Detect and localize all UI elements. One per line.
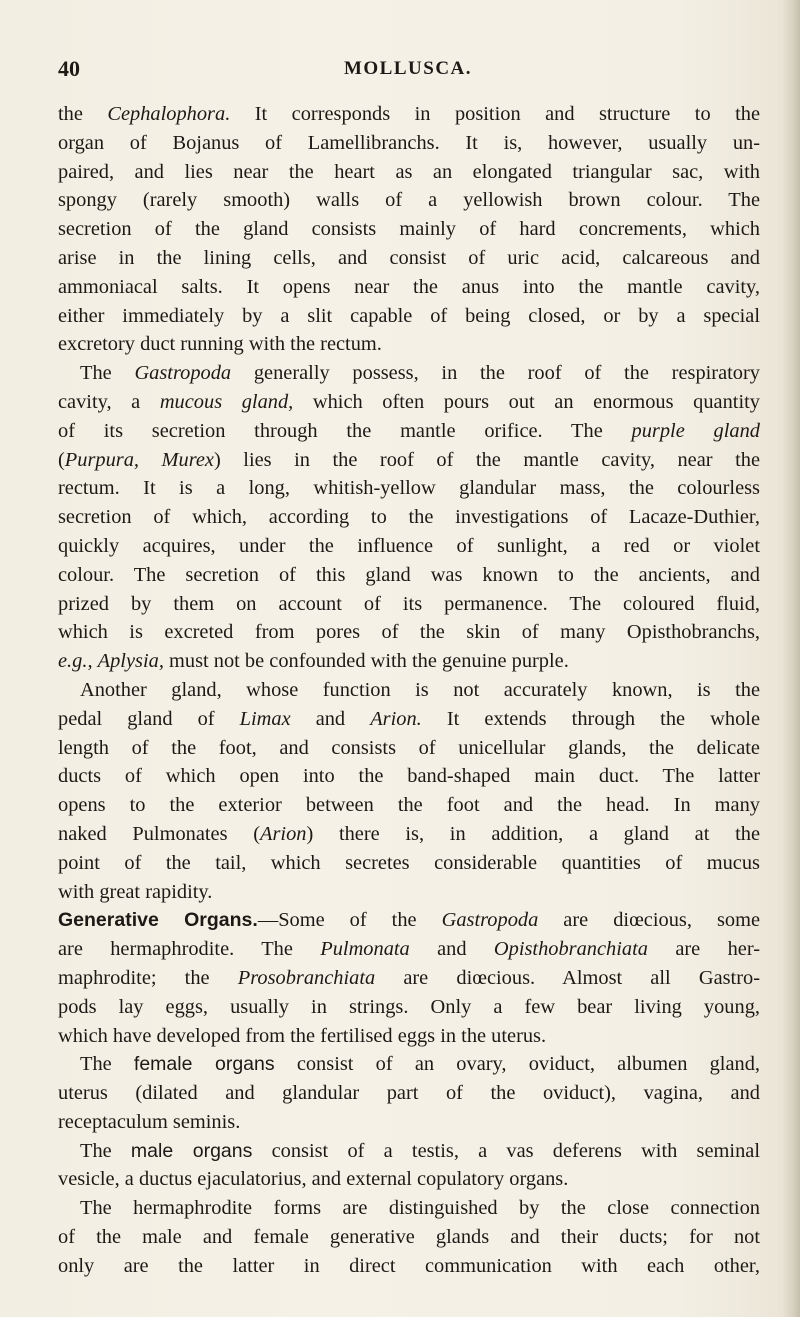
text-line <box>58 561 760 590</box>
page-number: 40 <box>58 56 80 81</box>
text-segment: and <box>290 707 371 730</box>
text-line <box>58 618 760 647</box>
italic-term: mucous gland, <box>159 390 294 413</box>
text-segment: consist of a testis, a vas deferens with seminal <box>252 1139 760 1162</box>
text-segment: of its secretion through the mantle orifice. The <box>58 419 632 442</box>
text-segment: vesicle, a ductus ejaculatorius, and external copulatory organs. <box>58 1168 569 1191</box>
text-segment: colour. The secretion of this gland was known to the ancients, and <box>58 563 760 586</box>
italic-term: Pulmonata <box>320 938 410 961</box>
text-segment: consist of an ovary, oviduct, albumen gland, <box>274 1053 760 1076</box>
text-line <box>58 734 760 763</box>
running-head: MOLLUSCA. <box>343 58 473 79</box>
text-line <box>58 1137 760 1166</box>
text-line <box>58 158 760 187</box>
text-line <box>58 993 760 1022</box>
italic-term: Prosobranchiata <box>237 966 376 989</box>
text-segment: cavity, a <box>58 390 160 413</box>
text-line <box>58 791 760 820</box>
text-segment: The <box>80 1053 134 1076</box>
text-segment: either immediately by a slit capable of being closed, or by a special <box>58 304 760 327</box>
text-line <box>58 964 760 993</box>
italic-term: Cephalophora. <box>107 103 231 125</box>
text-segment: opens to the exterior between the foot and the head. In many <box>58 794 760 817</box>
text-segment: ) there is, in addition, a gland at the <box>306 822 760 845</box>
text-line <box>58 129 760 158</box>
text-segment: Another gland, whose function is not accurately known, is the <box>80 678 760 701</box>
italic-term: Aplysia, <box>97 650 164 673</box>
text-segment: secretion of which, according to the investigations of Lacaze-Duthier, <box>58 506 760 529</box>
text-line <box>58 100 760 129</box>
text-line <box>58 1252 760 1281</box>
text-segment: ) lies in the roof of the mantle cavity, near the <box>213 448 760 471</box>
body-text <box>58 100 760 1281</box>
text-line <box>58 215 760 244</box>
text-line <box>58 1079 760 1108</box>
text-segment: only are the latter in direct communication with each other, <box>58 1254 760 1277</box>
text-segment: ducts of which open into the band-shaped main duct. The latter <box>58 765 760 788</box>
italic-term: purple gland <box>631 419 760 442</box>
text-line <box>58 590 760 619</box>
text-segment: uterus (dilated and glandular part of the oviduct), vagina, and <box>58 1082 760 1105</box>
text-line <box>58 417 760 446</box>
text-line <box>58 820 760 849</box>
text-line <box>58 1108 760 1137</box>
text-line <box>58 676 760 705</box>
text-line <box>58 935 760 964</box>
text-line <box>58 762 760 791</box>
text-line <box>58 849 760 878</box>
text-segment: are her- <box>647 938 760 961</box>
text-segment: are diœcious. Almost all Gastro- <box>375 966 760 989</box>
text-segment: —Some of the <box>257 909 442 932</box>
text-segment: and <box>409 938 494 961</box>
text-segment: must not be confounded with the genuine purple. <box>163 650 569 673</box>
text-segment: The <box>80 362 135 385</box>
text-line <box>58 359 760 388</box>
section-heading: Generative Organs. <box>58 909 258 932</box>
italic-term: Opisthobranchiata <box>493 938 648 961</box>
text-segment: generally possess, in the roof of the respiratory <box>231 362 760 385</box>
text-line <box>58 906 760 935</box>
text-segment: The <box>80 1139 131 1162</box>
text-segment: organ of Bojanus of Lamellibranchs. It is, however, usually un- <box>58 131 760 154</box>
sans-term: male organs <box>130 1139 253 1162</box>
text-line <box>58 1165 760 1194</box>
text-segment: quickly acquires, under the influence of sunlight, a red or violet <box>58 534 760 557</box>
sans-term: female organs <box>133 1053 275 1076</box>
text-segment: maphrodite; the <box>58 966 238 989</box>
text-segment: length of the foot, and consists of unicellular glands, the delicate <box>58 736 760 759</box>
text-line <box>58 388 760 417</box>
text-segment: It extends through the whole <box>421 707 760 730</box>
text-segment: pods lay eggs, usually in strings. Only a few bear living young, <box>58 995 760 1018</box>
italic-term: Purpura, Murex <box>64 448 214 471</box>
text-segment: excretory duct running with the rectum. <box>58 333 382 356</box>
text-segment: with great rapidity. <box>58 880 213 903</box>
text-line <box>58 647 760 676</box>
text-segment: secretion of the gland consists mainly of hard concrements, which <box>58 218 760 241</box>
italic-term: Arion <box>260 822 307 845</box>
text-segment: which is excreted from pores of the skin of many Opisthobranchs, <box>58 621 760 644</box>
text-line <box>58 705 760 734</box>
text-segment: naked Pulmonates ( <box>58 822 261 845</box>
text-segment: ( <box>58 448 65 471</box>
italic-term: Gastropoda <box>134 362 232 385</box>
text-segment: are diœcious, some <box>538 909 760 932</box>
text-line <box>58 330 760 359</box>
text-segment: paired, and lies near the heart as an elongated triangular sac, with <box>58 160 760 183</box>
text-line <box>58 302 760 331</box>
text-segment: of the male and female generative glands and their ducts; for not <box>58 1226 760 1249</box>
text-line <box>58 186 760 215</box>
text-line <box>58 273 760 302</box>
italic-term: e.g., <box>58 650 93 673</box>
text-segment: arise in the lining cells, and consist of uric acid, calcareous and <box>58 246 760 269</box>
text-segment: the <box>58 103 108 125</box>
text-segment: which often pours out an enormous quantity <box>293 390 760 413</box>
text-segment: It corresponds in position and structure to the <box>230 103 760 125</box>
text-segment: point of the tail, which secretes considerable quantities of mucus <box>58 851 760 874</box>
italic-term: Gastropoda <box>441 909 539 932</box>
text-line <box>58 446 760 475</box>
text-segment: ammoniacal salts. It opens near the anus into the mantle cavity, <box>58 275 760 298</box>
page-header <box>58 56 758 86</box>
text-line <box>58 532 760 561</box>
text-segment: rectum. It is a long, whitish-yellow glandular mass, the colourless <box>58 477 760 500</box>
text-line <box>58 503 760 532</box>
text-line <box>58 1223 760 1252</box>
text-segment: are hermaphrodite. The <box>58 938 321 961</box>
text-line <box>58 244 760 273</box>
text-segment: spongy (rarely smooth) walls of a yellowish brown colour. The <box>58 189 760 212</box>
italic-term: Limax <box>239 707 291 730</box>
text-segment: which have developed from the fertilised eggs in the uterus. <box>58 1024 547 1047</box>
text-line <box>58 1022 760 1051</box>
text-line <box>58 1194 760 1223</box>
text-segment: pedal gland of <box>58 707 240 730</box>
text-line <box>58 1050 760 1079</box>
text-segment: receptaculum seminis. <box>58 1110 241 1133</box>
italic-term: Arion. <box>370 707 422 730</box>
page-edge-shadow <box>782 0 800 1317</box>
text-segment: prized by them on account of its permanence. The coloured fluid, <box>58 592 760 615</box>
text-line <box>58 878 760 907</box>
text-segment: The hermaphrodite forms are distinguished by the close connection <box>80 1197 760 1220</box>
text-line <box>58 474 760 503</box>
